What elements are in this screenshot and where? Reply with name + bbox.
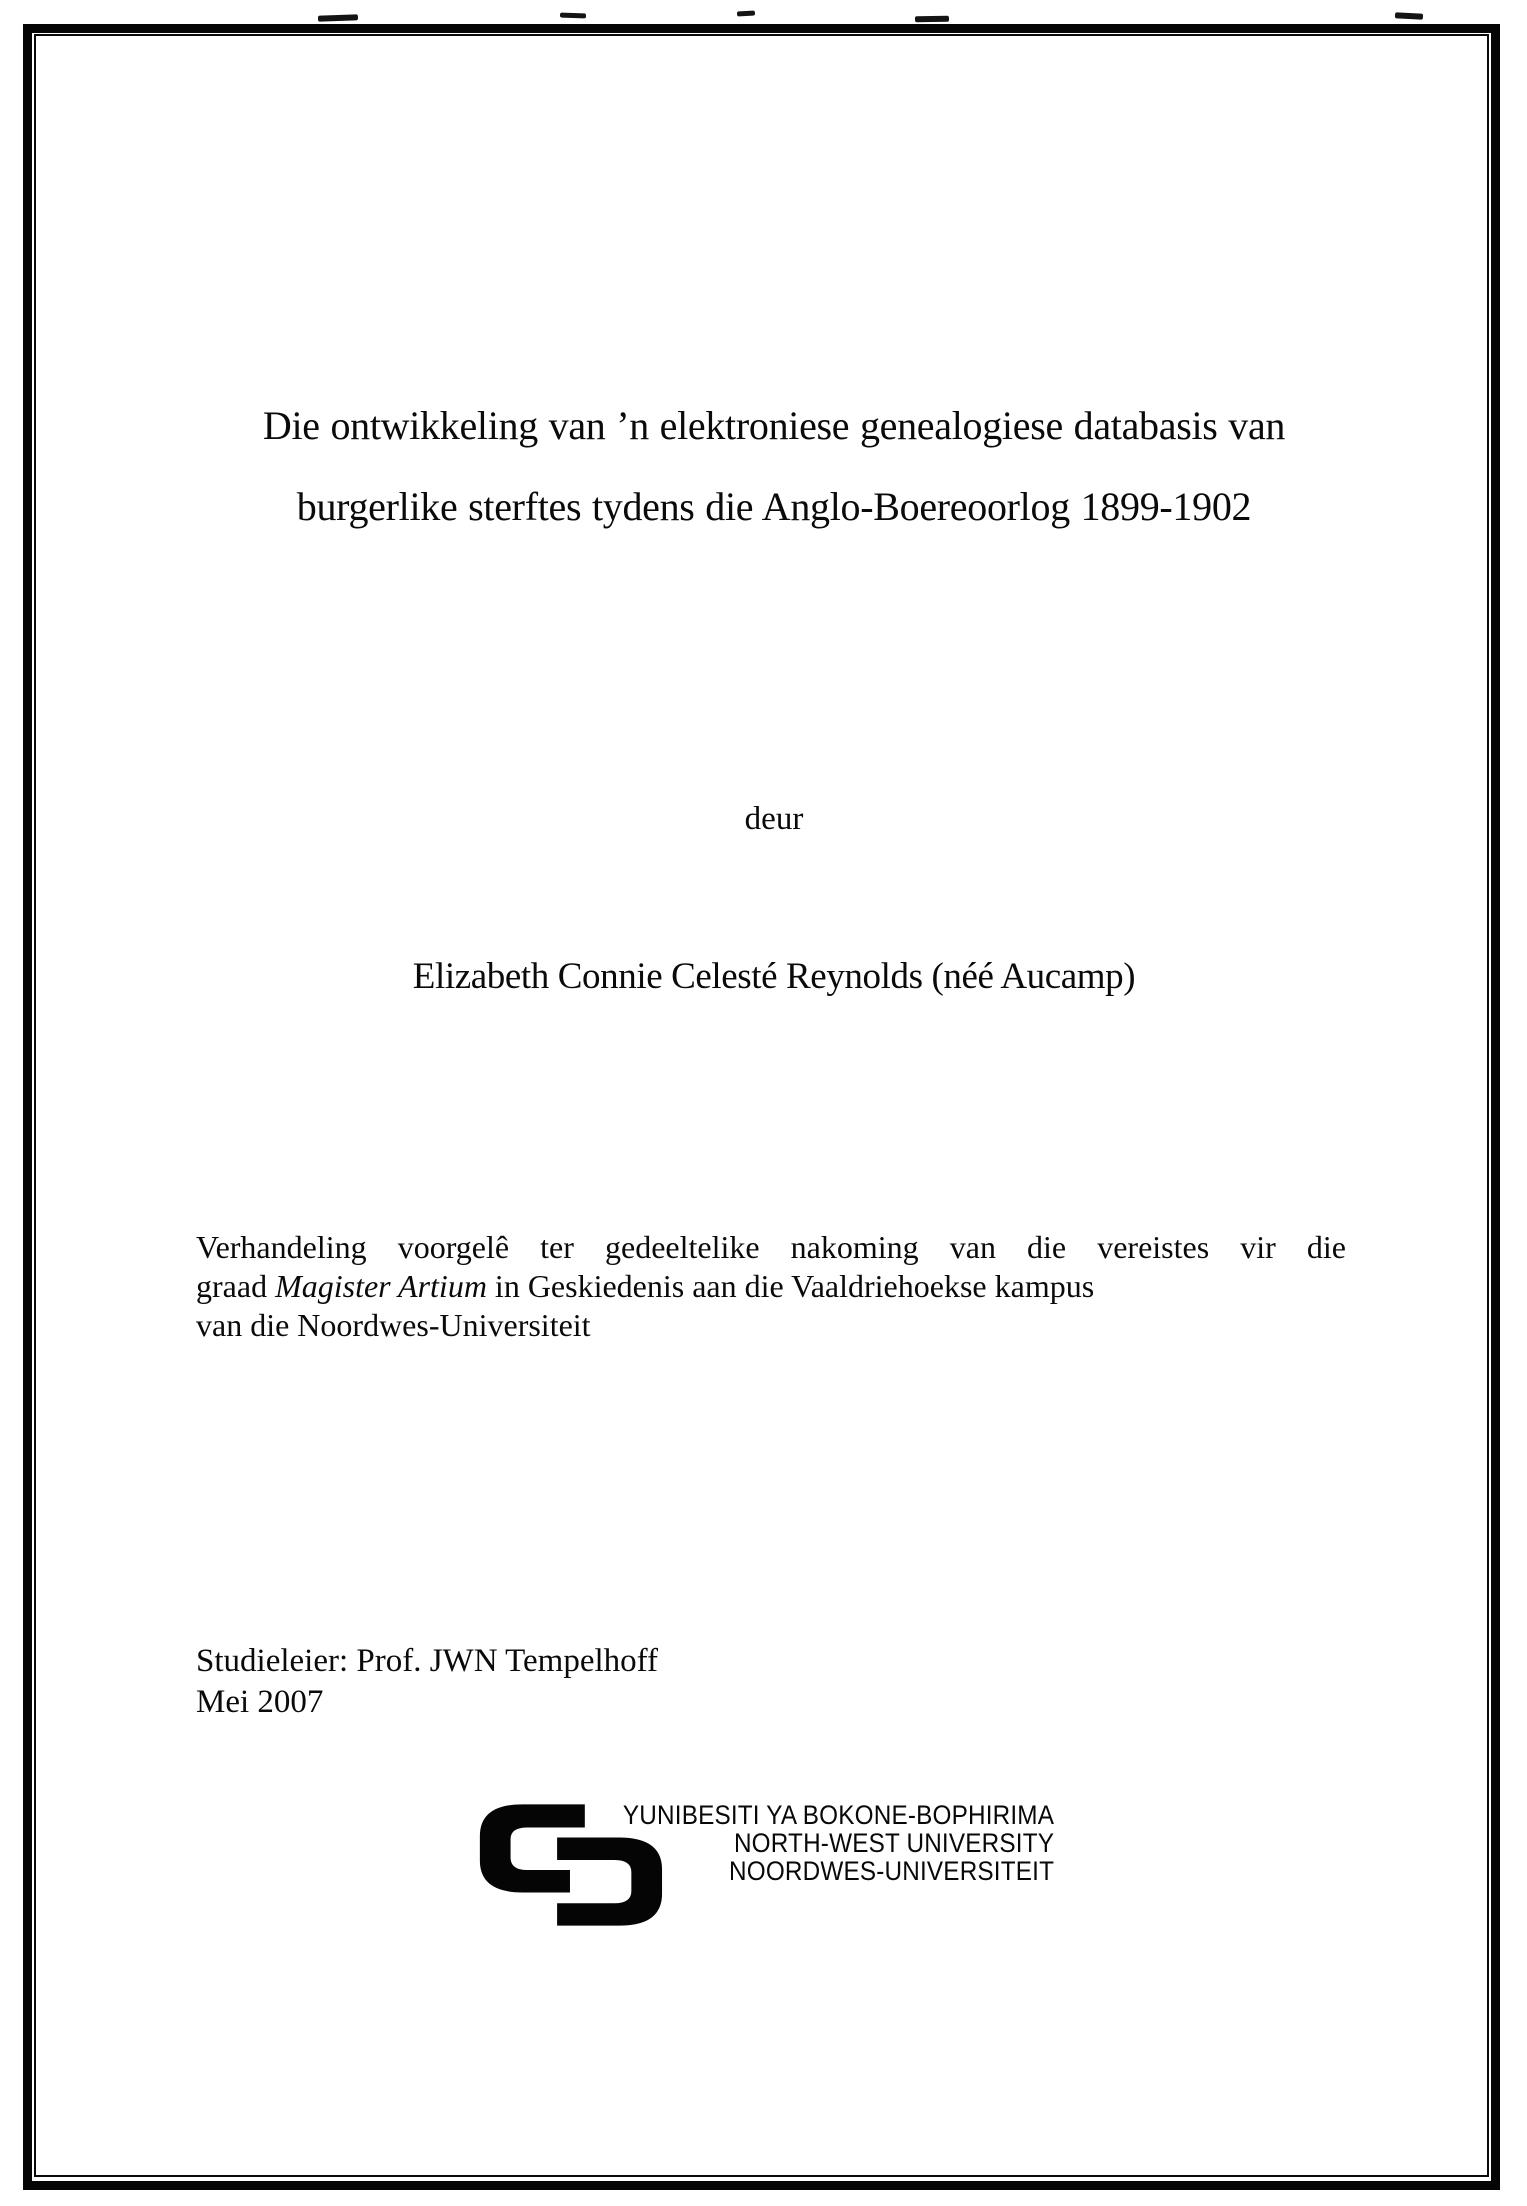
author-name: Elizabeth Connie Celesté Reynolds (néé Aucamp) xyxy=(412,956,1136,997)
statement-line2-prefix: graad xyxy=(196,1268,276,1304)
thesis-statement xyxy=(196,1228,1346,1345)
statement-line2 xyxy=(196,1267,1346,1306)
scan-artifact xyxy=(915,16,949,23)
statement-line3: van die Noordwes-Universiteit xyxy=(196,1307,591,1343)
university-logo-text xyxy=(623,1801,1054,1885)
thesis-title-line1: Die ontwikkeling van ’n elektroniese genealogiese databasis van xyxy=(262,403,1286,448)
thesis-title-line2: burgerlike sterftes tydens die Anglo-Boereoorlog 1899-1902 xyxy=(296,484,1252,529)
thesis-title xyxy=(24,385,1524,547)
logo-line-english: NORTH-WEST UNIVERSITY xyxy=(733,1828,1054,1858)
statement-line1: Verhandeling voorgelê ter gedeeltelike nakoming van die vereistes vir die xyxy=(196,1229,1346,1265)
supervisor-block xyxy=(196,1641,658,1723)
scan-artifact xyxy=(1395,12,1423,19)
date-line: Mei 2007 xyxy=(196,1684,324,1720)
degree-name-italic: Magister Artium xyxy=(275,1268,487,1304)
byline-deur: deur xyxy=(744,801,804,837)
scan-artifact xyxy=(318,14,358,21)
scan-artifact xyxy=(560,13,586,19)
scan-artifact xyxy=(737,11,755,17)
logo-line-afrikaans: NOORDWES-UNIVERSITEIT xyxy=(728,1856,1054,1886)
supervisor-line: Studieleier: Prof. JWN Tempelhoff xyxy=(196,1643,659,1679)
logo-line-setswana: YUNIBESITI YA BOKONE-BOPHIRIMA xyxy=(622,1800,1054,1830)
statement-line2-suffix: in Geskiedenis aan die Vaaldriehoekse kampus xyxy=(486,1268,1095,1304)
